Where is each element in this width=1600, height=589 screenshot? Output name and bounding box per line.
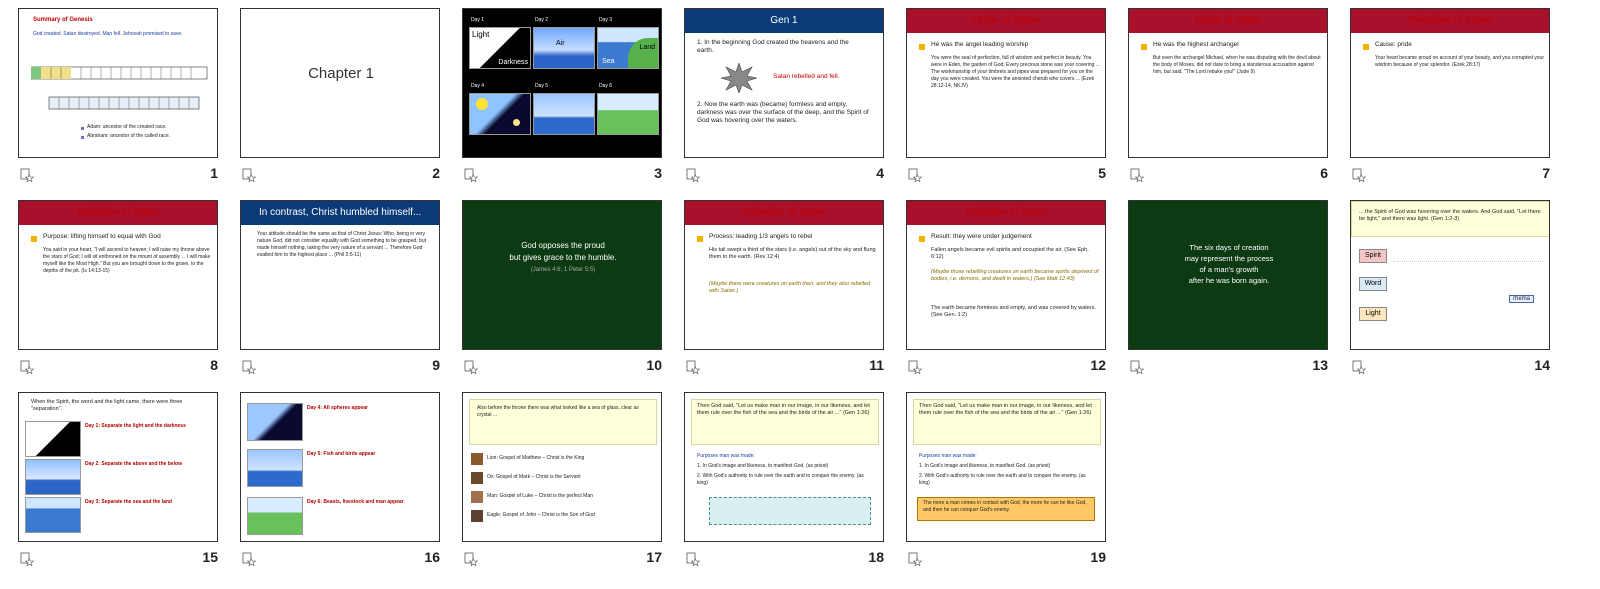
slide-transition-icon [686,360,700,374]
slide-text: Day 4: All spheres appear [307,405,368,411]
slide-number: 8 [210,357,218,373]
slide-header: Rebellion of Satan [19,201,217,225]
slide-header: Origin of Satan [907,9,1105,33]
slide-transition-icon [1352,168,1366,182]
slide-number: 1 [210,165,218,181]
darkness-label: Darkness [498,59,528,66]
slide-header: Origin of Satan [1129,9,1327,33]
slide-text: may represent the process [1184,254,1274,263]
day-label: Day 3 [599,17,613,23]
day6-image [247,497,303,535]
slide-8-canvas [18,200,218,350]
slide-text: His tail swept a third of the stars (i.e. angels) out of the sky and flung them to the earth. (Rev 12:4) [709,247,876,260]
slide-header: Rebellion of Satan [685,201,883,225]
slide-12-canvas [906,200,1106,350]
slide-header: Gen 1 [685,9,883,33]
slide-number: 19 [1090,549,1106,565]
slide-transition-icon [242,168,256,182]
slide-text: ... the Spirit of God was hovering over the waters. And God said, "Let there be light," and there was light. (Gen 1:2-3) [1359,209,1541,222]
slide-text: Ox: Gospel of Mark – Christ is the Servant [487,474,581,480]
slide-bullet: Result: they were under judgement [931,233,1032,240]
slide-text: after he was born again. [1188,276,1270,285]
day3-image [25,497,81,533]
slide-text: 2. With God's authority to rule over the earth and to conquer the enemy. (as king) [919,473,1086,486]
slide-number: 5 [1098,165,1106,181]
day3-image [597,27,659,69]
slide-transition-icon [686,168,700,182]
slide-text: of a man's growth [1199,265,1259,274]
slide-text: Your heart became proud on account of your beauty, and you corrupted your wisdom because of your splendor. (Ezek 28:17) [1375,55,1544,68]
slide-text: 2. Now the earth was (became) formless and empty, darkness was over the surface of the deep, and the Spirit of God was hovering over the waters. [697,101,869,124]
day-label: Day 6 [599,83,613,89]
slide-header: Rebellion of Satan [1351,9,1549,33]
slide-text: When the Spirit, the word and the light came, there were three "separation". [31,399,183,412]
slide-number: 4 [876,165,884,181]
lion-icon [471,453,483,465]
quote-box [709,497,871,525]
slide-number: 7 [1542,165,1550,181]
day6-image [597,93,659,135]
slide-title: Summary of Genesis [33,17,93,23]
land-label: Land [639,44,655,51]
slide-transition-icon [242,360,256,374]
slide-11-canvas [684,200,884,350]
slide-10-canvas [462,200,662,350]
slide-2-canvas [240,8,440,158]
slide-9-canvas [240,200,440,350]
slide-text: Day 1: Separate the light and the darkness [85,423,186,429]
rhema-callout: rhema [1509,295,1534,303]
slide-text: 1. In God's image and likeness, to manifest God. (as priest) [697,463,829,469]
day2-image [533,27,595,69]
slide-number: 18 [868,549,884,565]
placeholder-text [1393,247,1543,262]
slide-14-canvas [1350,200,1550,350]
slide-text: God opposes the proud [521,241,605,250]
slide-note: Abraham: ancestor of the called race. [87,133,171,139]
slide-6-canvas [1128,8,1328,158]
slide-number: 9 [432,357,440,373]
slide-text: You said in your heart, "I will ascend to heaven; I will raise my throne above the stars of God; I will sit enthroned on the mount of assembly ... I will make myself like the Most High." But you are brought down to the grave, to the depths of the pit. (Is 14:13-15) [43,247,211,274]
slide-transition-icon [1130,168,1144,182]
light-label: Light [472,30,490,39]
day4-image [469,93,531,135]
slide-text: Day 6: Beasts, livestock and man appear [307,499,404,505]
slide-transition-icon [908,552,922,566]
slide-header: Rebellion of Satan [907,201,1105,225]
slide-text: Satan rebelled and fell. [773,73,840,80]
slide-text: Eagle: Gospel of John – Christ is the Son of God [487,512,595,518]
slide-transition-icon [686,552,700,566]
slide-number: 12 [1090,357,1106,373]
sea-label: Sea [602,58,615,65]
slide-5-canvas [906,8,1106,158]
slide-text: Man: Gospel of Luke – Christ is the perfect Man [487,493,593,499]
slide-transition-icon [464,360,478,374]
slide-text: Then God said, "Let us make man in our image, in our likeness, and let them rule over the fish of the sea and the birds of the air ..." (Gen 1:26) [697,403,870,416]
slide-number: 15 [202,549,218,565]
slide-transition-icon [464,168,478,182]
slide-text: 2. With God's authority to rule over the earth and to conquer the enemy. (as king) [697,473,864,486]
slide-title: Chapter 1 [308,65,374,82]
spirit-tag: Spirit [1359,249,1387,263]
slide-text: Fallen angels became evil spirits and occupied the air. (See Eph. 6:12) [931,247,1089,260]
slide-bullet: Process: leading 1/3 angels to rebel [709,233,813,240]
slide-transition-icon [908,360,922,374]
slide-header: In contrast, Christ humbled himself... [241,201,439,225]
slide-bullet: Cause: pride [1375,41,1412,48]
slide-text: Day 3: Separate the sea and the land [85,499,172,505]
timeline-graphic [31,57,211,117]
slide-17-canvas [462,392,662,542]
air-label: Air [556,40,565,47]
light-tag: Light [1359,307,1387,321]
slide-text: (Maybe those rebelling creatures on earth became spirits deprived of bodies, i.e. demons, and dwelt in waters.) (See Matt 12:43) [931,269,1099,282]
slide-transition-icon [464,552,478,566]
slide-text: But even the archangel Michael, when he was disputing with the devil about the body of Moses, did not dare to bring a slanderous accusation against him, but said, "The Lord rebuke you!" (Jude 9) [1153,55,1321,75]
slide-number: 2 [432,165,440,181]
slide-text: Day 2: Separate the above and the below [85,461,182,467]
slide-1-canvas [18,8,218,158]
slide-transition-icon [1130,360,1144,374]
slide-text: 1. In the beginning God created the heavens and the earth. [697,39,849,54]
slide-text: The earth became formless and empty, and was covered by waters. (See Gen. 1:2) [931,305,1096,318]
slide-number: 14 [1534,357,1550,373]
slide-bullet: He was the highest archangel [1153,41,1239,48]
day-label: Day 5 [535,83,549,89]
slide-text: The more a man comes in contact with God, the more he can be like God, and then he can conquer God's enemy. [923,500,1087,513]
slide-18-canvas [684,392,884,542]
slide-transition-icon [20,168,34,182]
ox-icon [471,472,483,484]
slide-transition-icon [1352,360,1366,374]
day4-image [247,403,303,441]
slide-text: Purposes man was made: [697,453,755,459]
slide-text: You were the seal of perfection, full of wisdom and perfect in beauty. You were in Eden, the garden of God; Every precious stone was your covering ... The workmanship of your timbrels and pipes was prepared for you on the day you were created. You were the anointed cherub who covers ... (Ezek 28:12-14, NKJV) [931,55,1100,89]
slide-text: The six days of creation [1189,243,1269,252]
slide-15-canvas [18,392,218,542]
day-label: Day 1 [471,17,485,23]
slide-text: (James 4:6; 1 Peter 5:5) [530,267,596,273]
slide-number: 3 [654,165,662,181]
day1-image [469,27,531,69]
slide-text: Day 5: Fish and birds appear [307,451,376,457]
slide-number: 6 [1320,165,1328,181]
slide-text: Then God said, "Let us make man in our image, in our likeness, and let them rule over the fish of the sea and the birds of the air ..." (Gen 1:26) [919,403,1092,416]
slide-text: (Maybe there were creatures on earth then, and they also rebelled with Satan.) [709,281,871,294]
slide-text: Purposes man was made: [919,453,977,459]
slide-text: but gives grace to the humble. [509,253,617,262]
slide-line: God created. Satan destroyed. Man fell. Jehovah promised to save. [33,31,183,37]
slide-19-canvas [906,392,1106,542]
slide-number: 17 [646,549,662,565]
slide-number: 16 [424,549,440,565]
slide-number: 11 [869,357,884,373]
slide-number: 10 [646,357,662,373]
day-label: Day 4 [471,83,485,89]
day5-image [533,93,595,135]
slide-13-canvas [1128,200,1328,350]
slide-text: Your attitude should be the same as that of Christ Jesus: Who, being in very nature God, did not consider equality with God something to be grasped, but made himself nothing, taking the very nature of a servant ... Therefore God exalted him to the highest place ... (Phil 2:5-11) [257,231,426,258]
slide-number: 13 [1312,357,1328,373]
slide-bullet: He was the angel leading worship [931,41,1029,48]
man-icon [471,491,483,503]
burst-icon [721,63,757,93]
slide-7-canvas [1350,8,1550,158]
slide-transition-icon [908,168,922,182]
day1-image [25,421,81,457]
slide-text: 1. In God's image and likeness, to manifest God. (as priest) [919,463,1051,469]
slide-4-canvas [684,8,884,158]
slide-note: Adam: ancestor of the created race. [87,124,167,130]
day2-image [25,459,81,495]
slide-bullet: Purpose: lifting himself to equal with God [43,233,161,240]
eagle-icon [471,510,483,522]
slide-transition-icon [20,360,34,374]
slide-transition-icon [20,552,34,566]
slide-transition-icon [242,552,256,566]
day-label: Day 2 [535,17,549,23]
word-tag: Word [1359,277,1387,291]
slide-text: Also before the throne there was what looked like a sea of glass, clear as crystal ... [477,405,639,418]
day5-image [247,449,303,487]
slide-3-canvas [462,8,662,158]
slide-16-canvas [240,392,440,542]
slide-text: Lion: Gospel of Matthew – Christ is the King [487,455,585,461]
